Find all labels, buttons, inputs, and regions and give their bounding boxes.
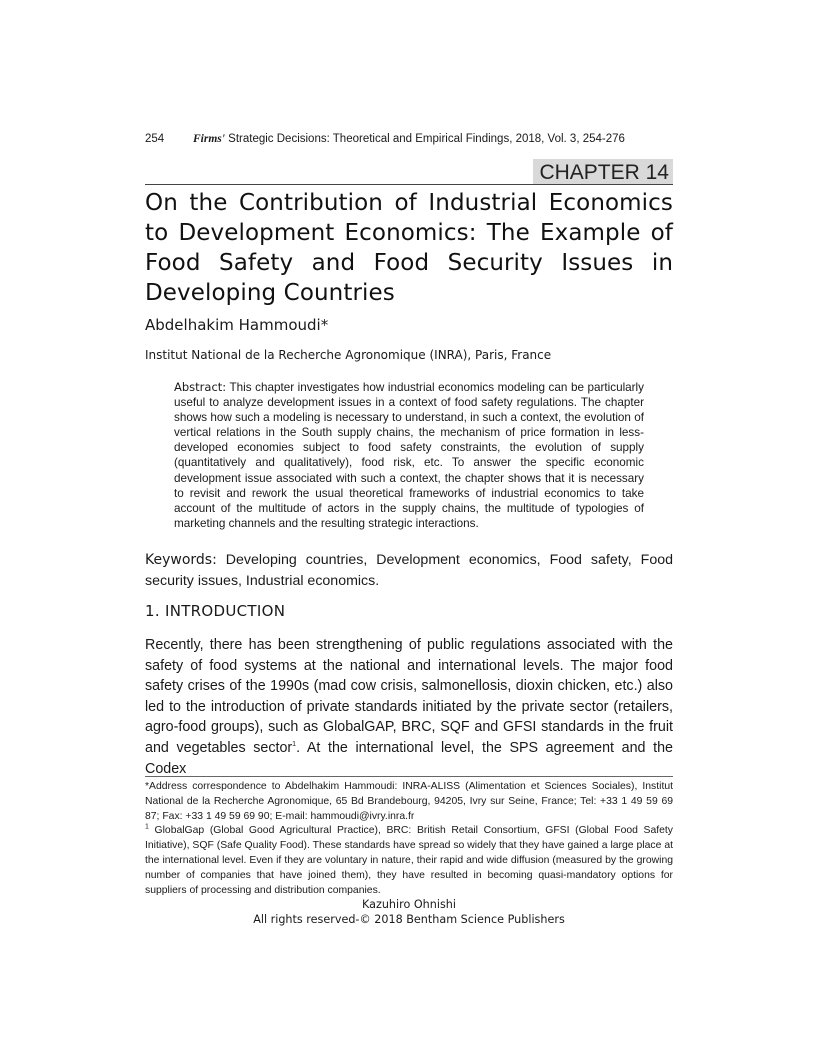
footnote-marker: 1 — [145, 823, 149, 831]
correspondence-note: *Address correspondence to Abdelhakim Hammoudi: INRA-ALISS (Alimentation et Sciences Sociales), Institut National de la Recherche Agronomique, 65 Bd Brandebourg, 94205, Ivry sur Seine, France; Tel: +33 1 49 59 69 87; Fax: +33 1 49 59 69 90; E-mail: hammoudi@ivry.inra.fr — [145, 781, 673, 822]
footnote-ref[interactable]: 1 — [292, 741, 297, 749]
keywords — [145, 550, 673, 591]
footnote-1 — [145, 824, 673, 898]
body-text-part2: . At the international level, the SPS agreement and the Codex — [145, 739, 673, 777]
abstract-text: This chapter investigates how industrial economics modeling can be particularly useful to analyze development issues in a context of food safety regulations. The chapter shows how such a modeling is necessary to understand, in such a context, the evolution of vertical relations in the South supply chains, the mechanism of price formation in less-developed economies subject to food safety constraints, the evolution of supply (quantitatively and qualitatively), food risk, etc. To answer the specific economic development issue associated with such a context, the chapter shows that it is necessary to revisit and rework the usual theoretical frameworks of industrial economics to take account of the multitude of actors in the supply chains, the multitude of typologies of marketing channels and the resulting strategic interactions. — [174, 381, 644, 530]
section-heading: 1. INTRODUCTION — [145, 602, 286, 620]
author-affiliation: Institut National de la Recherche Agronomique (INRA), Paris, France — [145, 348, 552, 362]
page-number: 254 — [145, 133, 165, 145]
abstract-label: Abstract: — [174, 380, 227, 394]
footnotes — [145, 780, 673, 898]
author-name: Abdelhakim Hammoudi* — [145, 316, 329, 334]
keywords-text: Developing countries, Development economics, Food safety, Food security issues, Industrial economics. — [145, 552, 673, 589]
article-title: On the Contribution of Industrial Economics to Development Economics: The Example of Food Safety and Food Security Issues in Developing Countries — [145, 190, 673, 306]
editor-name: Kazuhiro Ohnishi — [361, 898, 457, 911]
copyright-notice: All rights reserved-© 2018 Bentham Science Publishers — [253, 913, 565, 926]
journal-citation: Strategic Decisions: Theoretical and Empirical Findings, 2018, Vol. 3, 254-276 — [224, 133, 625, 145]
footnote-1-text: GlobalGap (Global Good Agricultural Practice), BRC: British Retail Consortium, GFSI (Global Food Safety Initiative), SQF (Safe Quality Food). These standards have spread so widely that they have gained a large place at the international level. Even if they are voluntary in nature, their rapid and wide diffusion (measured by the growing number of companies that have joined them), they have resulted in becoming quasi-mandatory options for suppliers of processing and distribution companies. — [145, 825, 673, 896]
chapter-label: CHAPTER 14 — [533, 159, 673, 185]
abstract — [174, 380, 644, 531]
running-head — [145, 133, 675, 145]
keywords-label: Keywords: — [145, 552, 217, 568]
journal-name-italic: Firms' — [193, 133, 225, 145]
footnote-divider — [145, 776, 673, 777]
chapter-divider — [145, 184, 673, 185]
body-text-part1: Recently, there has been strengthening of public regulations associated with the safety of food systems at the national and international levels. The major food safety crises of the 1990s (mad cow crisis, salmonellosis, dioxin chicken, etc.) also led to the introduction of private standards initiated by the private sector (retailers, agro-food groups), such as GlobalGAP, BRC, SQF and GFSI standards in the fruit and vegetables sector — [145, 637, 673, 756]
body-paragraph — [145, 635, 673, 779]
